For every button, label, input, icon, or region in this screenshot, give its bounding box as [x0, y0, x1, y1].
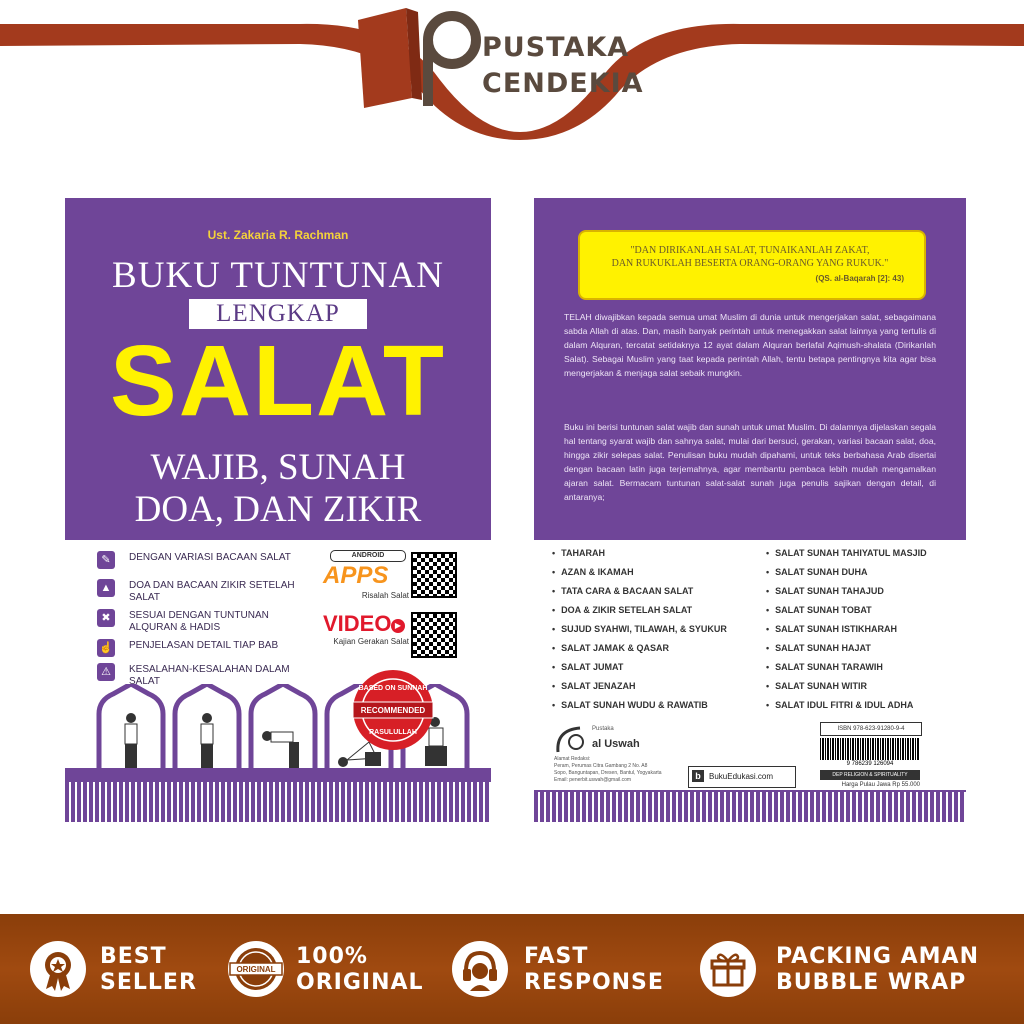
quote-reference: (QS. al-Baqarah [2]: 43) [815, 274, 904, 283]
badge-line2: RESPONSE [524, 970, 664, 995]
badge-fast-response [524, 944, 664, 996]
feature-text: KESALAHAN-KESALAHAN DALAM SALAT [129, 664, 290, 687]
medal-icon [30, 941, 86, 997]
badge-line2: SELLER [100, 970, 197, 995]
quran-icon: ✖ [97, 609, 115, 627]
thumbs-up-icon: ☝ [97, 639, 115, 657]
quote-text [586, 244, 914, 270]
address-line: Sopo, Banguntapan, Dresen, Bantul, Yogyakarta [554, 770, 662, 776]
feature-text: PENJELASAN DETAIL TIAP BAB [129, 640, 279, 651]
list-item: • TAHARAH [552, 548, 605, 558]
brand-line1: PUSTAKA [482, 32, 630, 63]
quote-line1: "DAN DIRIKANLAH SALAT, TUNAIKANLAH ZAKAT, [630, 245, 870, 256]
back-cover [534, 198, 966, 822]
headset-icon [452, 941, 508, 997]
back-stripe-band [534, 792, 966, 822]
apps-subtitle: Risalah Salat [361, 591, 409, 600]
title-line2: LENGKAP [216, 300, 340, 327]
list-item: • SALAT SUNAH TAHIYATUL MASJID [766, 548, 927, 558]
quote-line2: DAN RUKUKLAH BESERTA ORANG-ORANG YANG RUKUK." [611, 258, 889, 269]
badge-packing [776, 944, 979, 996]
address-line: Peram, Perumas Citra Gambang 2 No. A8 [554, 763, 648, 769]
front-stripe-band [65, 782, 491, 822]
badge-line1: PACKING AMAN [776, 944, 979, 969]
feature-text: DENGAN VARIASI BACAAN SALAT [129, 552, 291, 563]
badge-line2: BUBBLE WRAP [776, 970, 967, 995]
list-item: • SUJUD SYAHWI, TILAWAH, & SYUKUR [552, 624, 727, 634]
badge-line1: FAST [524, 944, 589, 969]
video-qr-code [411, 612, 457, 658]
list-item: • DOA & ZIKIR SETELAH SALAT [552, 605, 692, 615]
reading-person-icon: ✎ [97, 551, 115, 569]
address-line: Alamat Redaksi: [554, 756, 591, 762]
list-item: • SALAT JAMAK & QASAR [552, 643, 669, 653]
list-item: • SALAT SUNAH TAHAJUD [766, 586, 884, 596]
brand-name [482, 30, 644, 102]
list-item: • SALAT SUNAH ISTIKHARAH [766, 624, 897, 634]
list-item: • SALAT JUMAT [552, 662, 623, 672]
title-main: SALAT [110, 325, 446, 437]
seal-middle-text: RECOMMENDED [360, 706, 426, 715]
list-item: • SALAT JENAZAH [552, 681, 636, 691]
list-item: • SALAT SUNAH DUHA [766, 567, 868, 577]
badge-best-seller [100, 944, 197, 996]
praying-hands-icon: ▲ [97, 579, 115, 597]
apps-label: APPS [323, 562, 389, 589]
title-line5: DOA, DAN ZIKIR [134, 489, 422, 530]
front-cover [65, 198, 491, 822]
category-label: DEP RELIGION & SPIRITUALITY [820, 770, 920, 780]
list-item: • SALAT SUNAH TARAWIH [766, 662, 883, 672]
play-icon: ▶ [391, 619, 405, 633]
price-label: Harga Pulau Jawa Rp 55.000 [841, 782, 920, 788]
android-badge: ANDROID [330, 550, 406, 562]
title-line4: WAJIB, SUNAH [150, 447, 406, 488]
synopsis-paragraph-2: Buku ini berisi tuntunan salat wajib dan sunah untuk umat Muslim. Di dalamnya dijelaskan segala hal tentang syarat wajib dan sahnya salat, mulai dari bersuci, gerakan, variasi bacaan salat, doa, hingga zikir selepas salat. Penulisan buku mudah dipahami, untuk teks berbahasa Arab disertai dengan bacaan latin juga terjemahnya, agar membantu pembaca lebih mudah mengamalkan ajaran salat. Bermacam tuntunan salat-salat sunah juga penulis sajikan dengan detail, di antaranya; [564, 422, 936, 502]
title-line1: BUKU TUNTUNAN [112, 255, 444, 296]
book-p-logo-icon [352, 0, 482, 110]
list-item: • SALAT SUNAH HAJAT [766, 643, 871, 653]
address-line: Email: penerbit.uswah@gmail.com [554, 777, 632, 783]
brand-line2: CENDEKIA [482, 68, 644, 99]
feature-text: SESUAI DENGAN TUNTUNAN ALQURAN & HADIS [129, 610, 269, 633]
list-item: • TATA CARA & BACAAN SALAT [552, 586, 693, 596]
list-item: • SALAT SUNAH WUDU & RAWATIB [552, 700, 708, 710]
publisher-name: al Uswah [592, 738, 640, 750]
publisher-logo-icon [554, 726, 592, 754]
feature-item [97, 608, 317, 634]
badge-line1: BEST [100, 944, 167, 969]
warning-icon: ⚠ [97, 663, 115, 681]
badge-line2: ORIGINAL [296, 970, 424, 995]
feature-item [97, 550, 317, 570]
badge-original [296, 944, 424, 996]
publisher-address [554, 756, 684, 784]
seal-bottom-text: RASULULLAH [369, 729, 417, 736]
list-item: • SALAT IDUL FITRI & IDUL ADHA [766, 700, 913, 710]
isbn-label: ISBN 978-623-91280-9-4 [820, 722, 922, 736]
video-label: VIDEO [323, 611, 392, 636]
synopsis-paragraph-1: TELAH diwajibkan kepada semua umat Muslim di dunia untuk mengerjakan salat, sebagaimana sabda Allah di atas. Dan, masih banyak perintah untuk menegakkan salat lainnya yang tertulis di dalam Alquran, tercatat setidaknya 12 ayat dalam Alquran berlafal Aqimush-shalata (Dirikanlah Salat). Sebagai Muslim yang taat kepada perintah Allah, tentu betapa pentingnya kita agar bisa mengerjakan & menjaga salat sebaik mungkin. [564, 312, 936, 378]
store-logo-icon: b [692, 770, 704, 782]
feature-item [97, 578, 317, 604]
feature-text: DOA DAN BACAAN ZIKIR SETELAH SALAT [129, 580, 295, 603]
feature-item [97, 638, 317, 658]
publisher-tag: Pustaka [592, 726, 614, 732]
list-item: • AZAN & IKAMAH [552, 567, 634, 577]
video-subtitle: Kajian Gerakan Salat [333, 637, 409, 646]
list-item: • SALAT SUNAH TOBAT [766, 605, 872, 615]
original-stamp-icon [228, 941, 284, 997]
seal-top-text: BASED ON SUNNAH [358, 685, 428, 692]
store-badge: BukuEdukasi.com [688, 766, 796, 788]
list-item: • SALAT SUNAH WITIR [766, 681, 867, 691]
recommended-seal [351, 668, 435, 752]
author-name: Ust. Zakaria R. Rachman [207, 228, 349, 242]
gift-box-icon [700, 941, 756, 997]
apps-qr-code [411, 552, 457, 598]
stamp-text: ORIGINAL [236, 965, 276, 974]
badge-line1: 100% [296, 944, 368, 969]
barcode-number: 9 786239 126094 [820, 760, 920, 768]
